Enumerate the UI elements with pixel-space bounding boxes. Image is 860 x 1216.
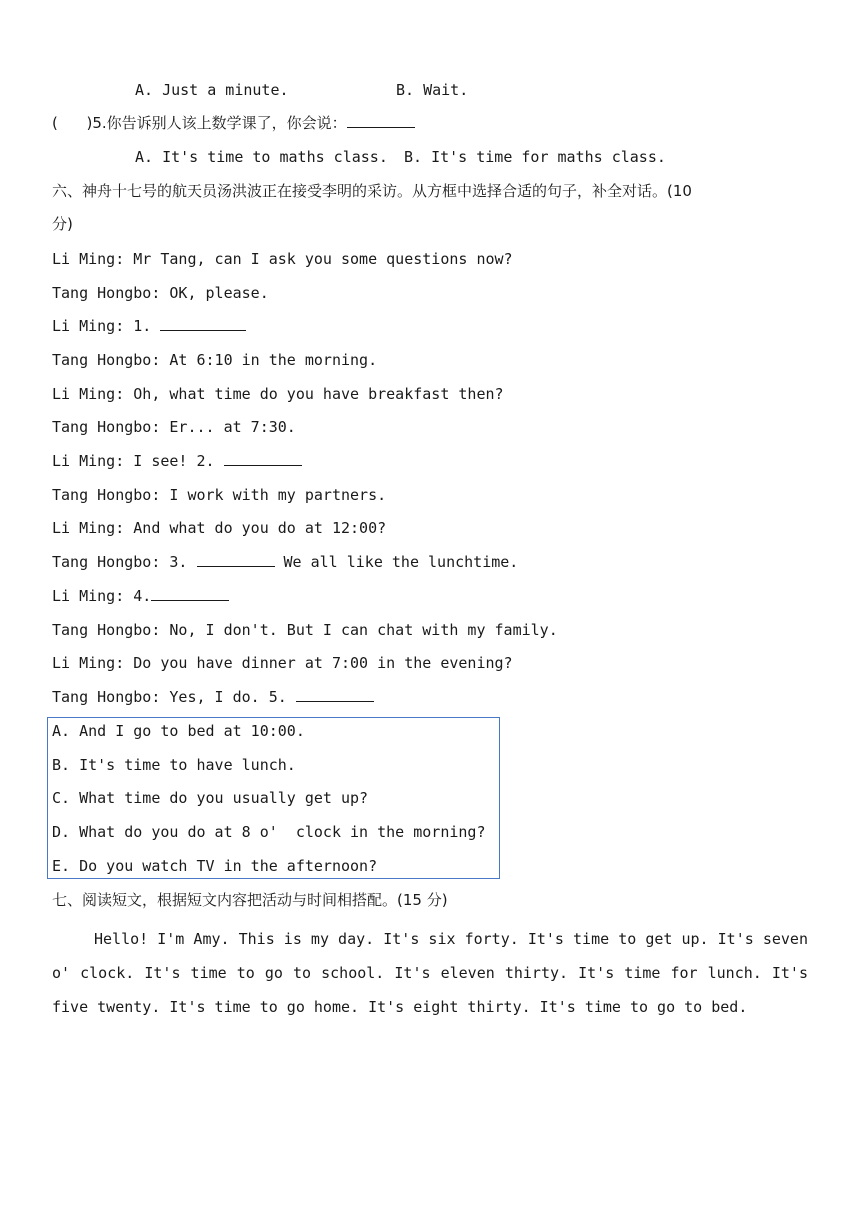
dialogue-line: Tang Hongbo: At 6:10 in the morning. — [52, 351, 378, 369]
dialogue-line: Tang Hongbo: Er... at 7:30. — [52, 418, 296, 436]
dialogue-line: Li Ming: Oh, what time do you have breakfast then? — [52, 385, 504, 403]
choice-a: A. And I go to bed at 10:00. — [52, 722, 305, 740]
dialogue-line: Tang Hongbo: No, I don't. But I can chat with my family. — [52, 621, 558, 639]
dialogue-line: Li Ming: Do you have dinner at 7:00 in the evening? — [52, 654, 513, 672]
blank-4[interactable] — [151, 586, 229, 601]
blank-2[interactable] — [224, 451, 302, 466]
choice-b: B. It's time to have lunch. — [52, 756, 296, 774]
reading-passage: Hello! I'm Amy. This is my day. It's six forty. It's time to get up. It's seven o' clock. It's time to go to school. It's eleven thirty. It's time for lunch. It's five twenty. It's time to go home. It's eight thirty. It's time to go to bed. — [52, 930, 808, 1016]
dialogue-text: Li Ming: I see! 2. — [52, 452, 224, 470]
dialogue-line-5 — [52, 687, 374, 707]
blank-1[interactable] — [160, 316, 246, 331]
q5-option-b: B. It's time for maths class. — [404, 148, 666, 166]
dialogue-line-4 — [52, 586, 229, 606]
dialogue-line-2 — [52, 451, 302, 471]
section6-title-line1: 六、神舟十七号的航天员汤洪波正在接受李明的采访。从方框中选择合适的句子，补全对话。(10 — [52, 182, 692, 200]
q5-answer-blank[interactable] — [347, 113, 415, 128]
dialogue-text: Tang Hongbo: Yes, I do. 5. — [52, 688, 296, 706]
blank-3[interactable] — [197, 552, 275, 567]
dialogue-line: Li Ming: Mr Tang, can I ask you some questions now? — [52, 250, 513, 268]
q5-question — [52, 113, 415, 133]
q4-option-a: A. Just a minute. — [135, 81, 289, 99]
dialogue-line: Tang Hongbo: OK, please. — [52, 284, 269, 302]
q5-option-a: A. It's time to maths class. — [135, 148, 388, 166]
q5-prompt: ( )5.你告诉别人该上数学课了，你会说： — [52, 114, 347, 132]
choice-d: D. What do you do at 8 o' clock in the morning? — [52, 823, 486, 841]
dialogue-line: Tang Hongbo: I work with my partners. — [52, 486, 387, 504]
choice-e: E. Do you watch TV in the afternoon? — [52, 857, 378, 875]
blank-5[interactable] — [296, 687, 374, 702]
q4-option-b: B. Wait. — [396, 81, 469, 99]
choice-c: C. What time do you usually get up? — [52, 789, 369, 807]
section7-title: 七、阅读短文，根据短文内容把活动与时间相搭配。(15 分) — [52, 891, 448, 909]
dialogue-line-3 — [52, 552, 518, 572]
dialogue-line-1 — [52, 316, 246, 336]
dialogue-text: Li Ming: 1. — [52, 317, 161, 335]
dialogue-text-suffix: We all like the lunchtime. — [274, 553, 519, 571]
dialogue-text: Tang Hongbo: 3. — [52, 553, 197, 571]
dialogue-line: Li Ming: And what do you do at 12:00? — [52, 519, 387, 537]
section6-title-line2: 分) — [52, 215, 73, 233]
dialogue-text: Li Ming: 4. — [52, 587, 152, 605]
